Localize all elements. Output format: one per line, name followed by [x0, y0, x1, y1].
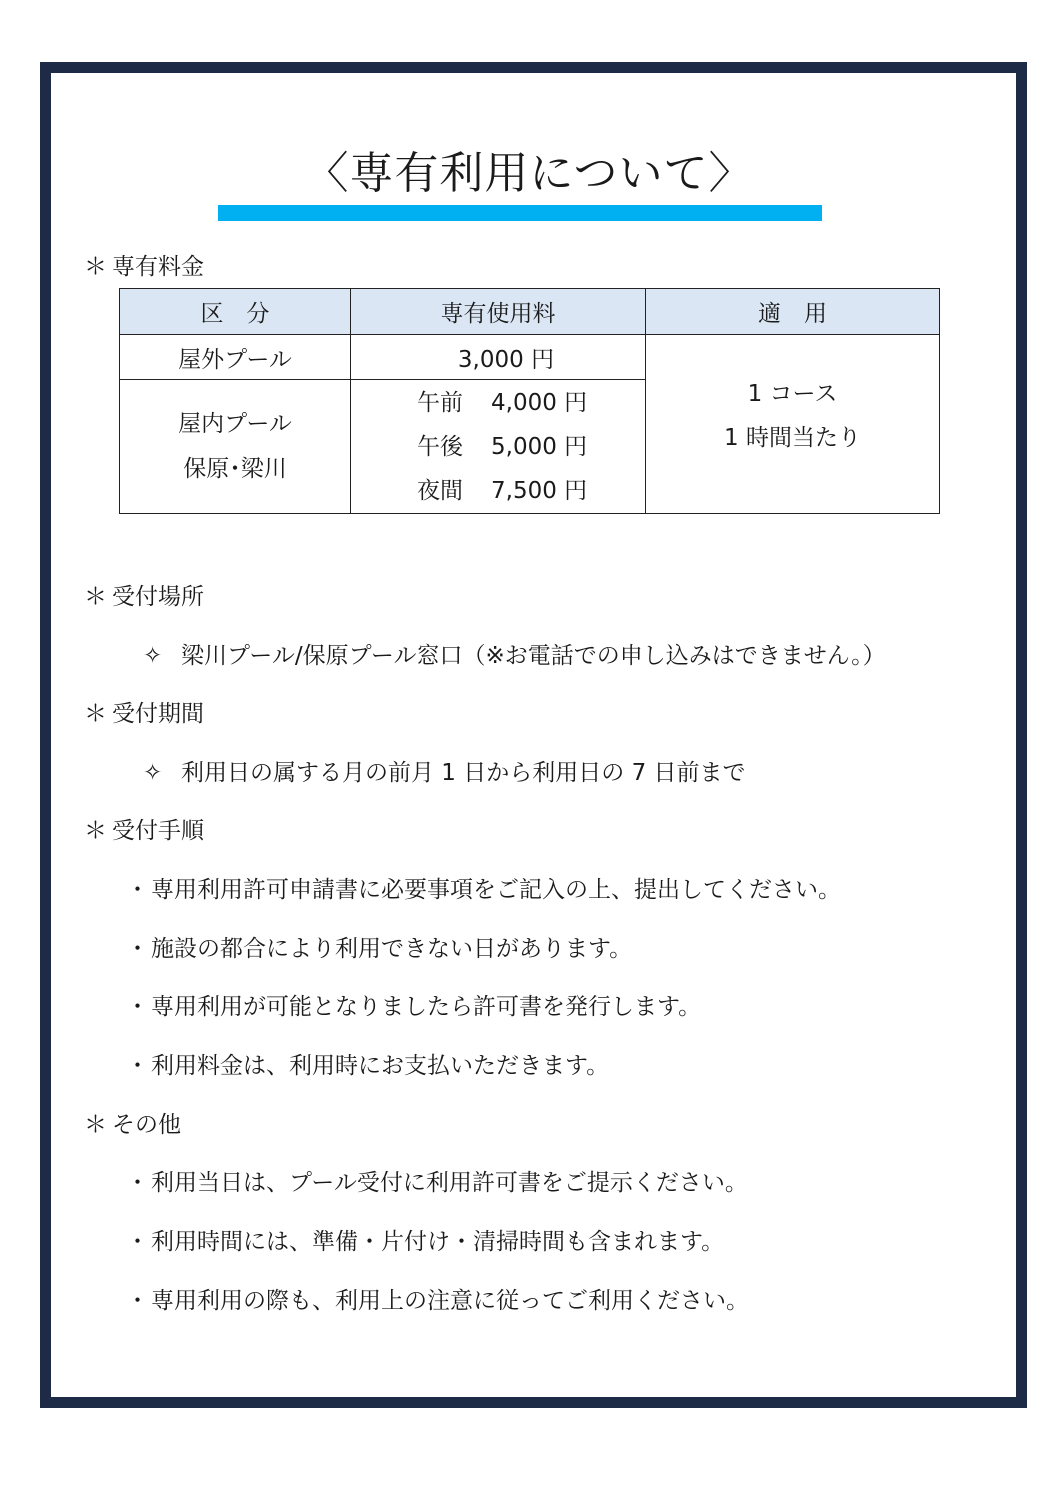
title-underline [218, 205, 822, 221]
fee-table [119, 288, 940, 514]
sparkle-icon: ✧ [143, 643, 163, 669]
list-item-text: 利用当日は、プール受付に利用許可書をご提示ください。 [151, 1170, 748, 1196]
list-item-text: 利用日の属する月の前月 1 日から利用日の 7 日前まで [181, 760, 746, 786]
bullet-dot-icon: ・ [126, 1170, 149, 1196]
bullet-dot-icon: ・ [126, 1229, 149, 1255]
asterisk-marker: ＊ [84, 701, 107, 727]
bullet-dot-icon: ・ [126, 1053, 149, 1079]
asterisk-marker: ＊ [84, 254, 107, 280]
list-item [143, 758, 746, 788]
procedure-heading-text: 受付手順 [112, 818, 204, 844]
list-item [124, 992, 701, 1022]
other-heading-text: その他 [112, 1112, 181, 1138]
sparkle-icon: ✧ [143, 760, 163, 786]
list-item [124, 1051, 609, 1081]
applies-cell [646, 335, 940, 514]
list-item-text: 専用利用許可申請書に必要事項をご記入の上、提出してください。 [151, 877, 841, 903]
outdoor-pool-label: 屋外プール [120, 335, 351, 380]
procedure-heading [84, 816, 204, 846]
outdoor-price-text: 3,000 円 [457, 346, 555, 373]
asterisk-marker: ＊ [84, 818, 107, 844]
bullet-dot-icon: ・ [126, 936, 149, 962]
fee-table-header-row [120, 289, 940, 335]
fee-heading-text: 専有料金 [112, 254, 204, 280]
header-fee: 専有使用料 [351, 289, 646, 335]
list-item-text: 専用利用の際も、利用上の注意に従ってご利用ください。 [151, 1288, 749, 1314]
list-item [124, 1286, 749, 1316]
period-price: 4,000 円 [491, 389, 588, 416]
bullet-dot-icon: ・ [126, 877, 149, 903]
list-item [124, 1168, 748, 1198]
outdoor-pool-price [351, 335, 646, 380]
table-row [120, 335, 940, 380]
list-item [124, 1227, 724, 1257]
list-item-text: 利用時間には、準備・片付け・清掃時間も含まれます。 [151, 1229, 725, 1255]
asterisk-marker: ＊ [84, 1112, 107, 1138]
reception-place-heading-text: 受付場所 [112, 584, 204, 610]
header-category: 区 分 [120, 289, 351, 335]
bullet-dot-icon: ・ [126, 1288, 149, 1314]
bullet-dot-icon: ・ [126, 994, 149, 1020]
applies-line: 1 コース [747, 381, 838, 407]
period-label: 夜間 [417, 477, 463, 504]
indoor-pool-prices [351, 380, 646, 514]
period-label: 午前 [417, 389, 463, 416]
list-item-text: 専用利用が可能となりましたら許可書を発行します。 [151, 994, 702, 1020]
list-item-text: 施設の都合により利用できない日があります。 [151, 936, 633, 962]
list-item [124, 875, 841, 905]
list-item-text: 梁川プール/保原プール窓口（※お電話での申し込みはできません。） [181, 643, 886, 669]
reception-place-heading [84, 582, 204, 612]
indoor-label-line: 屋内プール [178, 410, 292, 437]
period-price: 7,500 円 [491, 477, 588, 504]
fee-heading [84, 252, 204, 282]
period-price: 5,000 円 [491, 433, 588, 460]
applies-line: 1 時間当たり [724, 425, 861, 451]
other-heading [84, 1110, 181, 1140]
list-item [124, 934, 632, 964]
list-item [143, 641, 886, 671]
list-item-text: 利用料金は、利用時にお支払いただきます。 [151, 1053, 610, 1079]
reception-period-heading [84, 699, 204, 729]
header-applies: 適 用 [646, 289, 940, 335]
indoor-label-line: 保原･梁川 [183, 455, 287, 482]
indoor-pool-label [120, 380, 351, 514]
page-title: 〈専有利用について〉 [304, 148, 754, 199]
reception-period-heading-text: 受付期間 [112, 701, 204, 727]
period-label: 午後 [417, 433, 463, 460]
asterisk-marker: ＊ [84, 584, 107, 610]
